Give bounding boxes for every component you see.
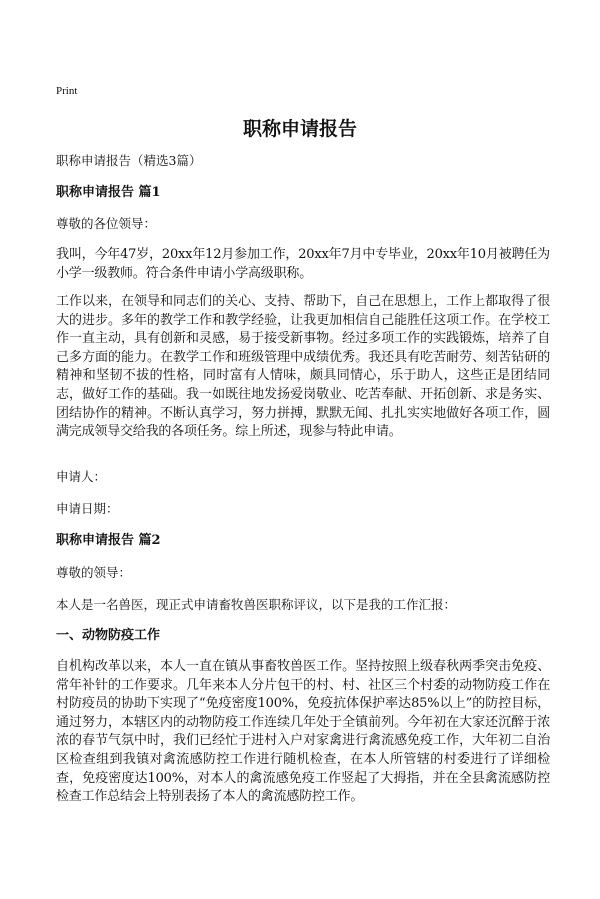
section1-date: 申请日期： bbox=[56, 501, 119, 516]
section2-salutation: 尊敬的领导： bbox=[56, 565, 132, 580]
document-title: 职称申请报告 bbox=[242, 118, 357, 140]
section1-paragraph1: 我叫，今年47岁，20xx年12月参加工作，20xx年7月中专毕业，20xx年10月被聘任为小学一级教师。符合条件申请小学高级职称。 bbox=[56, 247, 550, 281]
section2-heading: 职称申请报告 篇2 bbox=[56, 533, 161, 548]
section1-salutation: 尊敬的各位领导： bbox=[56, 216, 157, 231]
print-label: Print bbox=[56, 85, 78, 97]
section2-intro: 本人是一名兽医，现正式申请畜牧兽医职称评议，以下是我的工作汇报： bbox=[56, 597, 457, 612]
section1-applicant: 申请人： bbox=[56, 469, 107, 484]
section1-heading: 职称申请报告 篇1 bbox=[56, 185, 161, 200]
section2-subheading: 一、动物防疫工作 bbox=[56, 628, 161, 643]
section1-paragraph2: 工作以来，在领导和同志们的关心、支持、帮助下，自己在思想上，工作上都取得了很大的进步。多年的教学工作和教学经验，让我更加相信自己能胜任这项工作。在学校工作一直主动，具有创新和灵感，易于接受新事物。经过多项工作的实践锻炼，培养了自己多方面的能力。在教学工作和班级管理中成绩优秀。我还具有吃苦耐劳、刻苦钻研的精神和坚韧不拔的性格，同时富有人情味，颇具同情心，乐于助人，这些正是团结同志，做好工作的基础。我一如既往地发扬爱岗敬业、吃苦奉献、开拓创新、求是务实、团结协作的精神。不断认真学习，努力拼搏，默默无闻、扎扎实实地做好各项工作，圆满完成领导交给我的各项任务。综上所述，现参与特此申请。 bbox=[56, 294, 550, 440]
section2-paragraph1: 自机构改革以来，本人一直在镇从事畜牧兽医工作。坚持按照上级春秋两季突击免疫、常年补针的工作要求。几年来本人分片包干的村、村、社区三个村委的动物防疫工作在村防疫员的协助下实现了“免疫密度100%，免疫抗体保护率达85%以上”的防控目标，通过努力，本辖区内的动物防疫工作连续几年处于全镇前列。今年初在大家还沉醉于浓浓的春节气氛中时，我们已经忙于进村入户对家禽进行禽流感免疫工作，大年初二自治区检查组到我镇对禽流感防控工作进行随机检查，在本人所管辖的村委进行了详细检查，免疫密度达100%，对本人的禽流感免疫工作竖起了大拇指，并在全县禽流感防控检查工作总结会上特别表扬了本人的禽流感防控工作。 bbox=[56, 659, 550, 805]
document-subtitle: 职称申请报告（精选3篇） bbox=[56, 153, 202, 168]
